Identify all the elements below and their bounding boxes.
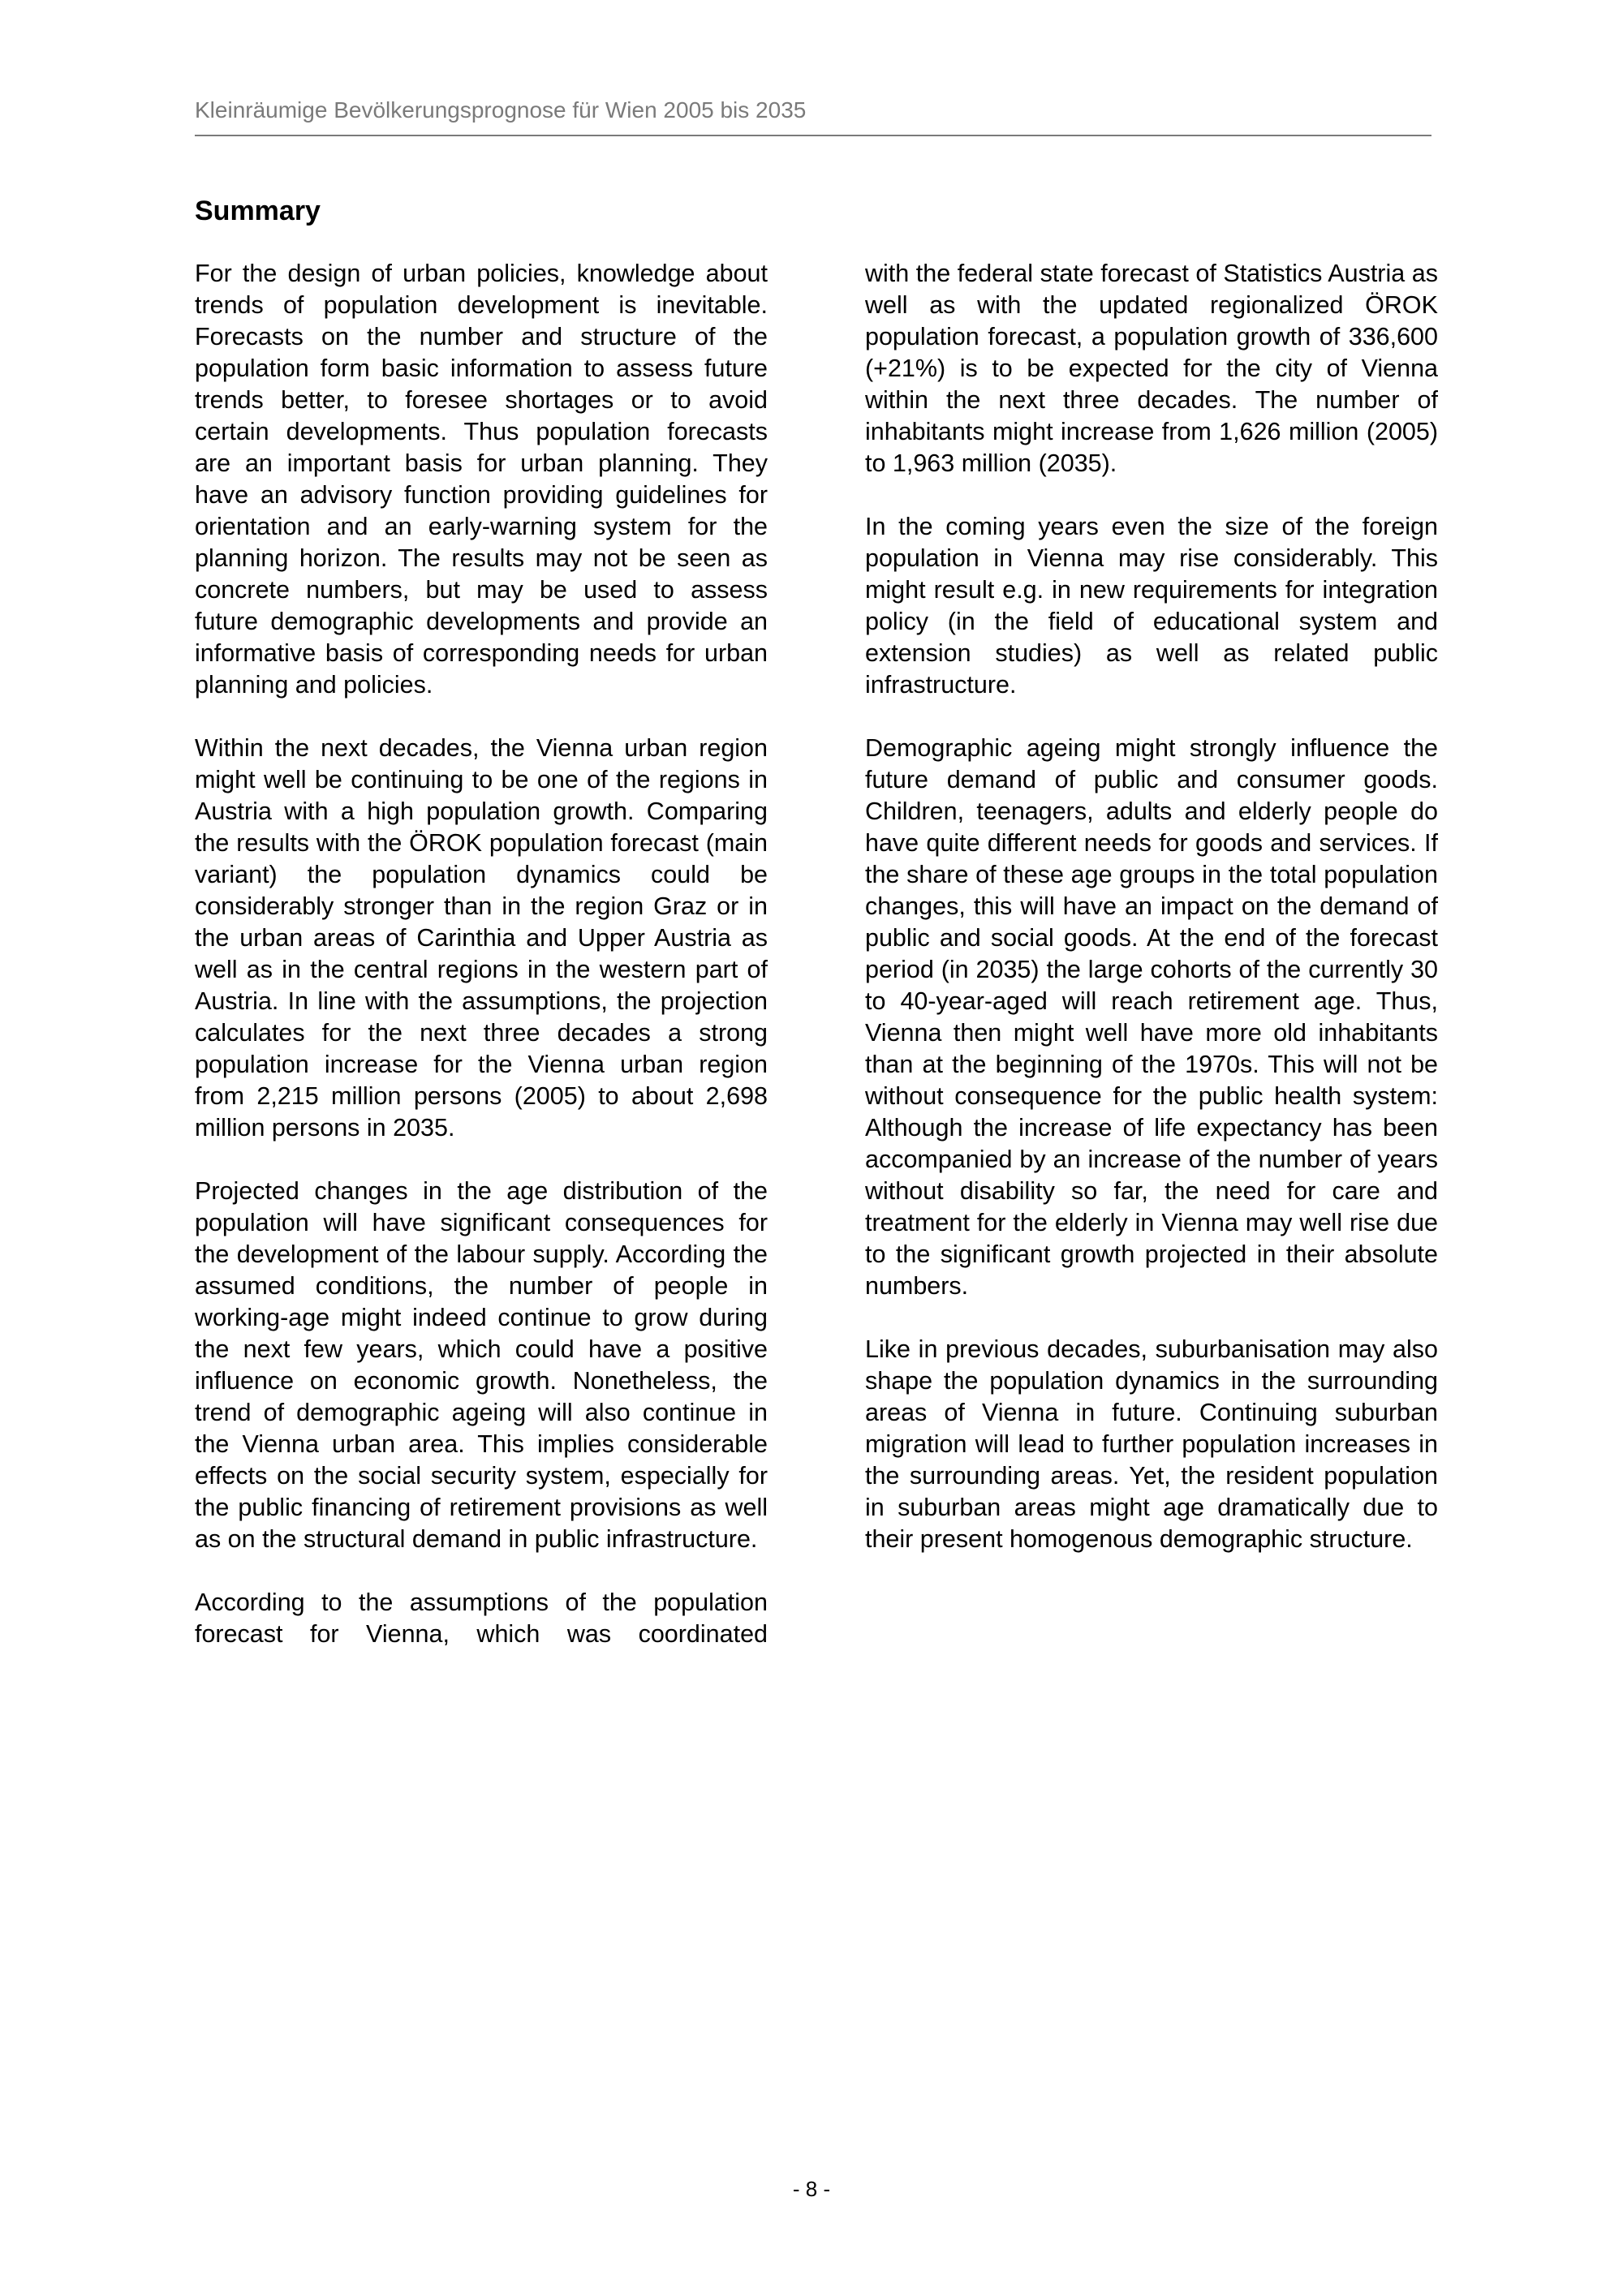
left-column — [195, 258, 768, 1682]
paragraph-left-1: For the design of urban policies, knowledge about trends of population development is inevitable. Forecasts on the number and structure of the population form basic information to assess future trends better, to foresee shortages or to avoid certain developments. Thus population forecasts are an important basis for urban planning. They have an advisory function providing guidelines for orientation and an early-warning system for the planning horizon. The results may not be seen as concrete numbers, but may be used to assess future demographic developments and provide an informative basis of corresponding needs for urban planning and policies. — [195, 260, 768, 699]
page-number: - 8 - — [792, 2177, 831, 2201]
paragraph-left-2: Within the next decades, the Vienna urban region might well be continuing to be one of the regions in Austria with a high population growth. Comparing the results with the ÖROK population forecast (main variant) the population dynamics could be considerably stronger than in the region Graz or in the urban areas of Carinthia and Upper Austria as well as in the central regions in the western part of Austria. In line with the assumptions, the projection calculates for the next three decades a strong population increase for the Vienna urban region from 2,215 million persons (2005) to about 2,698 million persons in 2035. — [195, 734, 768, 1142]
paragraph-left-3: Projected changes in the age distribution of the population will have significant consequences for the development of the labour supply. According the assumed conditions, the number of people in working-age might indeed continue to grow during the next few years, which could have a positive influence on economic growth. Nonetheless, the trend of demographic ageing will also continue in the Vienna urban area. This implies considerable effects on the social security system, especially for the public financing of retirement provisions as well as on the structural demand in public infrastructure. — [195, 1177, 768, 1553]
paragraph-right-1: with the federal state forecast of Statistics Austria as well as with the updated regionalized ÖROK population forecast, a population growth of 336,600 (+21%) is to be expected for the city of Vienna within the next three decades. The number of inhabitants might increase from 1,626 million (2005) to 1,963 million (2035). — [865, 260, 1438, 477]
running-header: Kleinräumige Bevölkerungsprognose für Wien 2005 bis 2035 — [195, 97, 807, 123]
paragraph-right-4: Like in previous decades, suburbanisation may also shape the population dynamics in the surrounding areas of Vienna in future. Continuing suburban migration will lead to further population increases in the surrounding areas. Yet, the resident population in suburban areas might age dramatically due to their present homogenous demographic structure. — [865, 1335, 1438, 1553]
paragraph-left-4: According to the assumptions of the population forecast for Vienna, which was coordinated — [195, 1589, 768, 1648]
header-divider — [195, 135, 1431, 136]
section-title: Summary — [195, 196, 321, 226]
right-column — [865, 258, 1438, 1587]
paragraph-right-3: Demographic ageing might strongly influence the future demand of public and consumer goods. Children, teenagers, adults and elderly people do have quite different needs for goods and services. If the share of these age groups in the total population changes, this will have an impact on the demand of public and social goods. At the end of the forecast period (in 2035) the large cohorts of the currently 30 to 40-year-aged will reach retirement age. Thus, Vienna then might well have more old inhabitants than at the beginning of the 1970s. This will not be without consequence for the public health system: Although the increase of life expectancy has been accompanied by an increase of the number of years without disability so far, the need for care and treatment for the elderly in Vienna may well rise due to the significant growth projected in their absolute numbers. — [865, 734, 1438, 1300]
paragraph-right-2: In the coming years even the size of the foreign population in Vienna may rise considerably. This might result e.g. in new requirements for integration policy (in the field of educational system and extension studies) as well as related public infrastructure. — [865, 513, 1438, 699]
